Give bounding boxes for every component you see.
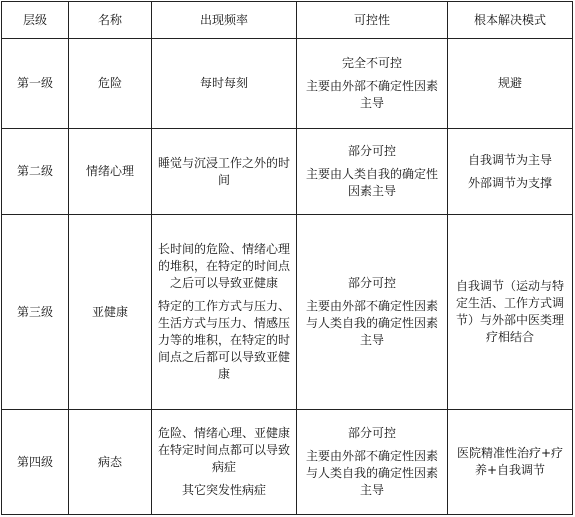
solution-text: 自我调节（运动与特定生活、工作方式调节）与外部中医类理疗相结合 (455, 279, 564, 344)
solution-cell (448, 215, 573, 410)
controllability-summary: 部分可控 (347, 276, 396, 290)
risk-level-table (1, 1, 573, 515)
table-row (2, 215, 573, 410)
header-controllability: 可控性 (297, 2, 448, 39)
controllability-cell (297, 410, 448, 515)
frequency-text: 特定的工作方式与压力、生活方式与压力、情感压力等的堆积，在特定的时间点之后都可以导致亚健康 (157, 299, 290, 381)
solution-text: 医院精准性治疗+疗养+自我调节 (456, 446, 564, 477)
name-cell: 病态 (69, 410, 152, 515)
solution-text: 规避 (497, 76, 522, 90)
frequency-text: 长时间的危险、情绪心理的堆积，在特定的时间点之后可以导致亚健康 (157, 242, 290, 290)
header-solution: 根本解决模式 (448, 2, 573, 39)
header-row (2, 2, 573, 39)
frequency-text: 每时每刻 (199, 76, 248, 90)
table-row (2, 129, 573, 215)
controllability-summary: 部分可控 (347, 144, 396, 158)
table-row (2, 39, 573, 129)
level-cell: 第一级 (2, 39, 69, 129)
solution-cell (448, 39, 573, 129)
controllability-cell (297, 39, 448, 129)
name-cell: 情绪心理 (69, 129, 152, 215)
controllability-detail: 主要由外部不确定性因素与人类自我的确定性因素主导 (305, 449, 438, 497)
header-frequency: 出现频率 (152, 2, 297, 39)
controllability-cell (297, 215, 448, 410)
frequency-cell (152, 215, 297, 410)
controllability-detail: 主要由外部不确定性因素主导 (305, 79, 438, 110)
frequency-cell (152, 129, 297, 215)
name-cell: 亚健康 (69, 215, 152, 410)
solution-text: 外部调节为支撑 (467, 175, 552, 190)
frequency-cell (152, 39, 297, 129)
level-cell: 第三级 (2, 215, 69, 410)
table-row (2, 410, 573, 515)
name-cell: 危险 (69, 39, 152, 129)
controllability-detail: 主要由人类自我的确定性因素主导 (305, 167, 438, 198)
header-level: 层级 (2, 2, 69, 39)
level-cell: 第二级 (2, 129, 69, 215)
controllability-summary: 部分可控 (347, 426, 396, 440)
frequency-cell (152, 410, 297, 515)
frequency-text: 其它突发性病症 (181, 483, 266, 497)
frequency-text: 睡觉与沉浸工作之外的时间 (157, 155, 290, 187)
frequency-text: 危险、情绪心理、亚健康在特定时间点都可以导致病症 (157, 426, 290, 474)
header-name: 名称 (69, 2, 152, 39)
level-cell: 第四级 (2, 410, 69, 515)
controllability-summary: 完全不可控 (341, 56, 402, 70)
controllability-detail: 主要由外部不确定性因素与人类自我的确定性因素主导 (305, 299, 438, 347)
solution-cell (448, 410, 573, 515)
solution-cell (448, 129, 573, 215)
controllability-cell (297, 129, 448, 215)
solution-text: 自我调节为主导 (467, 152, 552, 167)
